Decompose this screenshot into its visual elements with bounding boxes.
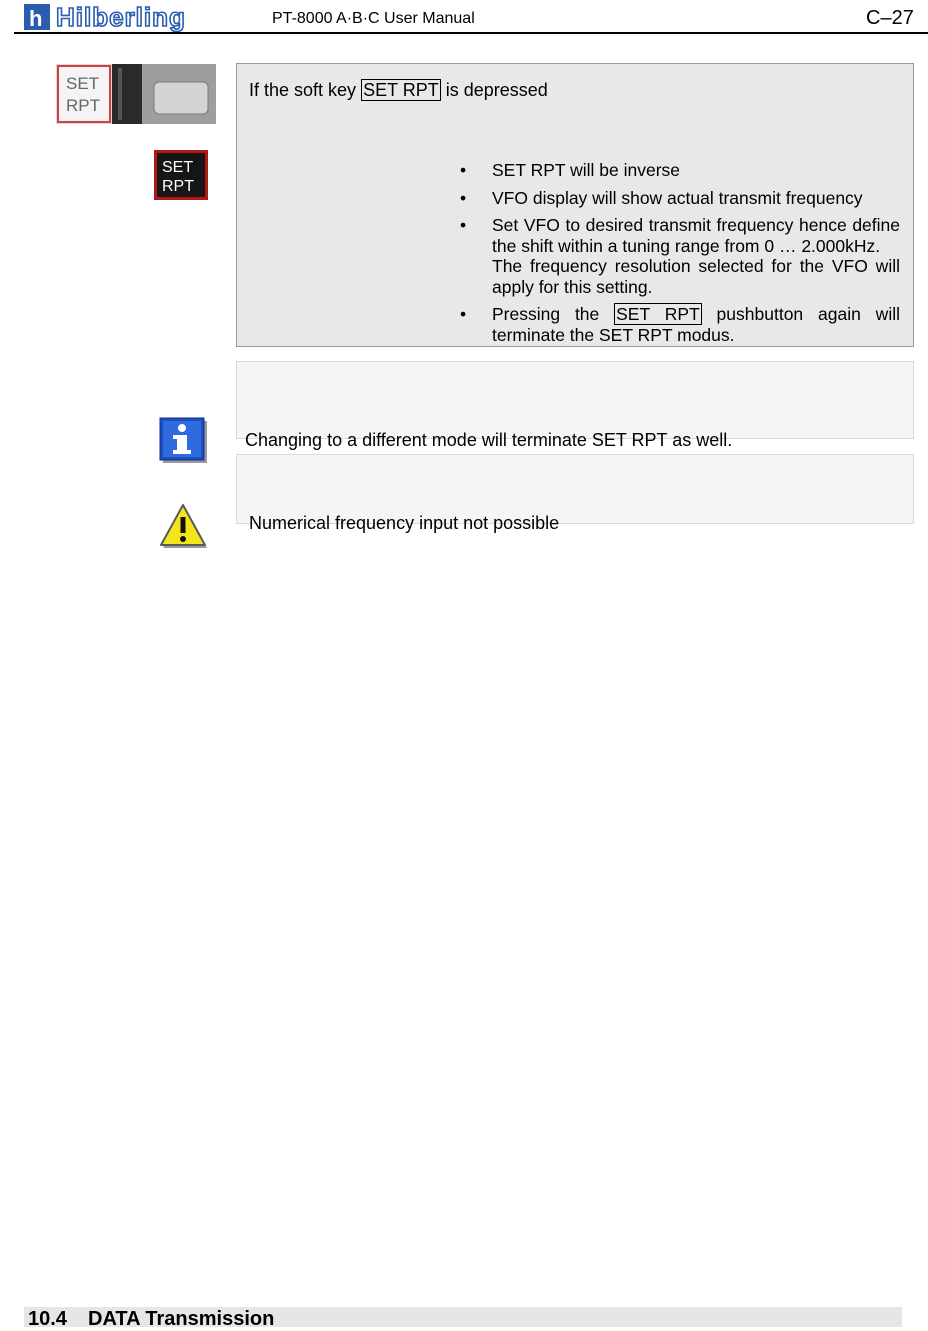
list-item: • VFO display will show actual transmit frequency	[460, 187, 863, 208]
warning-note-text: Numerical frequency input not possible	[249, 513, 560, 533]
svg-text:h: h	[29, 6, 43, 31]
svg-text:SET: SET	[66, 74, 100, 93]
set-rpt-inverse-image	[154, 150, 208, 200]
set-rpt-intro: If the soft key SET RPT is depressed	[249, 80, 548, 100]
logo-wordmark: Hilberling	[56, 2, 186, 32]
warning-icon	[157, 502, 209, 550]
softkey-set-rpt-image	[56, 64, 216, 124]
svg-text:RPT: RPT	[162, 178, 194, 195]
set-rpt-steps-list	[458, 160, 900, 352]
svg-text:SET: SET	[162, 159, 194, 176]
pushbutton-label-set-rpt: SET RPT	[616, 304, 700, 324]
softkey-label-set-rpt: SET RPT	[363, 80, 439, 100]
list-item: • SET RPT will be inverse	[460, 160, 681, 180]
info-note-text: Changing to a different mode will terminate SET RPT as well.	[245, 430, 733, 450]
header-rule	[14, 32, 928, 34]
list-item: • Set VFO to desired transmit frequency hence define the shift within a tuning range from 0 … 2.000kHz. The frequency resolution selected for the VFO will apply for this setting.	[460, 215, 900, 297]
section-title: DATA Transmission	[88, 1308, 275, 1330]
list-item: • Pressing the SET RPT pushbutton again will terminate the SET RPT modus.	[460, 304, 900, 345]
bullet: •	[460, 187, 467, 208]
page-number: C–27	[866, 7, 914, 29]
bullet: •	[460, 160, 467, 180]
svg-text:RPT: RPT	[66, 96, 100, 115]
bullet: •	[460, 215, 467, 235]
manual-title: PT-8000 A·B·C User Manual	[272, 10, 475, 27]
bullet: •	[460, 304, 467, 324]
info-note-panel	[236, 361, 914, 439]
info-icon	[158, 416, 208, 464]
section-heading	[28, 1308, 274, 1331]
section-number: 10.4	[28, 1308, 67, 1330]
hilberling-logo	[24, 2, 234, 32]
